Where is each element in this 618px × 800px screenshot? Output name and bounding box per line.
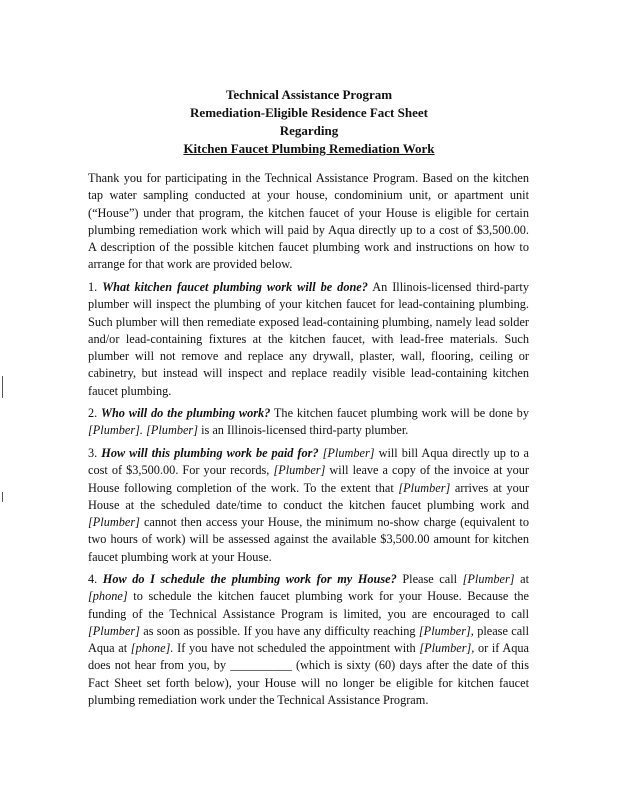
section-number: 2.: [88, 406, 98, 420]
section-4-paragraph: [88, 571, 529, 709]
scan-margin-mark: [2, 492, 3, 502]
section-number: 1.: [88, 280, 98, 294]
plumber-placeholder: [Plumber]: [322, 446, 375, 460]
section-number: 3.: [88, 446, 98, 460]
phone-placeholder: [phone].: [130, 641, 174, 656]
plumber-placeholder: [Plumber]: [88, 515, 140, 530]
section-1-paragraph: [88, 279, 529, 400]
section-question: How do I schedule the plumbing work for my House?: [102, 572, 397, 586]
section-number: 4.: [88, 572, 98, 586]
plumber-placeholder: [Plumber]: [88, 623, 140, 638]
plumber-placeholder: [Plumber],: [419, 641, 475, 656]
section-2-paragraph: [88, 405, 529, 440]
scan-margin-mark: [2, 376, 3, 398]
section-question: What kitchen faucet plumbing work will be done?: [102, 280, 368, 294]
section-body: please call Aqua at: [88, 623, 529, 656]
plumber-placeholder: [Plumber]: [462, 572, 515, 586]
section-body: to schedule the kitchen faucet plumbing work for your House. Because the funding of the Technical Assistance Program is limited, you are encouraged to call: [88, 589, 529, 621]
section-body: Please call: [402, 572, 458, 586]
subject-title: Kitchen Faucet Plumbing Remediation Work: [183, 141, 435, 156]
regarding-label: Regarding: [279, 123, 339, 138]
section-body: will leave a copy of the invoice at your House following completion of the work. To the extent that: [88, 463, 530, 495]
plumber-placeholder: [Plumber]: [398, 480, 451, 495]
section-body: arrives at your House at the scheduled date/time to conduct the kitchen faucet plumbing work and: [88, 480, 529, 512]
intro-paragraph: Thank you for participating in the Technical Assistance Program. Based on the kitchen tap water sampling conducted at your house, condominium unit, or apartment unit (“House”) under that program, the kitchen faucet of your House is eligible for certain plumbing remediation work which will paid by Aqua directly up to a cost of $3,500.00. A description of the possible kitchen faucet plumbing work and instructions on how to arrange for that work are provided below.: [88, 171, 529, 272]
document-header: [0, 86, 618, 158]
section-body: is an Illinois-licensed third-party plumber.: [201, 423, 409, 438]
section-body: An Illinois-licensed third-party plumber will inspect the plumbing of your kitchen faucet for lead-containing plumbing. Such plumber will then remediate exposed lead-containing plumbing, namely lead solder and/or lead-containing fixtures at the kitchen faucet, with lead-free materials. Such plumber will not remove and replace any drywall, plaster, wall, flooring, ceiling or cabinetry, but instead will inspect and replace readily visible lead-containing kitchen faucet plumbing.: [88, 280, 529, 398]
plumber-placeholder: [Plumber]: [273, 463, 326, 478]
section-body: or if Aqua does not hear from you, by __________ (which is sixty (60) days after the date of this Fact Sheet set forth below), your House will no longer be eligible for kitchen faucet plumbing remediation work under the Technical Assistance Program.: [88, 641, 529, 708]
plumber-placeholder: [Plumber].: [88, 423, 143, 438]
fact-sheet-title: Remediation-Eligible Residence Fact Sheet: [190, 105, 428, 120]
section-3-paragraph: [88, 445, 529, 566]
plumber-placeholder: [Plumber],: [418, 623, 474, 638]
program-title: Technical Assistance Program: [225, 87, 393, 102]
section-body: cannot then access your House, the minimum no-show charge (equivalent to two hours of work) will be assessed against the available $3,500.00 amount for kitchen faucet plumbing work at your House.: [88, 515, 529, 564]
section-body: will bill Aqua directly up to a cost of $3,500.00. For your records,: [88, 446, 529, 478]
section-body: If you have not scheduled the appointment with: [177, 641, 416, 656]
section-body: The kitchen faucet plumbing work will be done by: [273, 406, 529, 420]
section-body: as soon as possible. If you have any difficulty reaching: [143, 623, 416, 638]
section-question: How will this plumbing work be paid for?: [101, 446, 319, 460]
plumber-placeholder: [Plumber]: [146, 423, 198, 438]
phone-placeholder: [phone]: [88, 589, 128, 604]
section-question: Who will do the plumbing work?: [101, 406, 271, 420]
section-body: at: [520, 572, 529, 586]
